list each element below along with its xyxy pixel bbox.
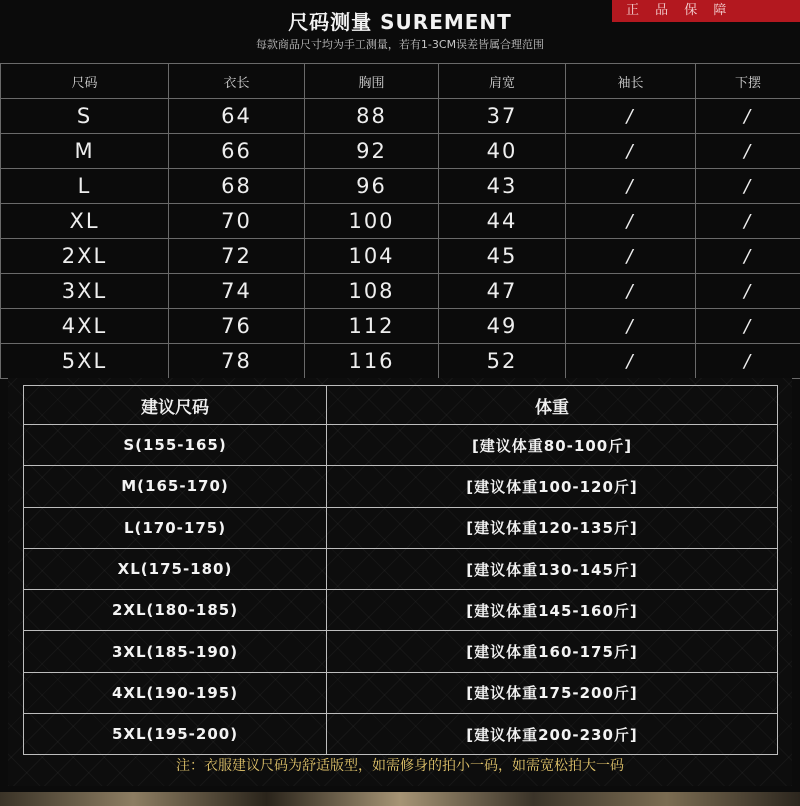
measurement-row [1,204,800,239]
recommendation-row [24,466,778,507]
cell-recommended-size: 2XL(180-185) [24,590,327,631]
measurement-row [1,99,800,134]
cell-hem: / [696,344,800,379]
header-length: 衣长 [169,64,305,99]
measurement-row [1,309,800,344]
cell-shoulder: 52 [439,344,566,379]
header-recommended-size: 建议尺码 [24,386,327,425]
cell-length: 76 [169,309,305,344]
cell-recommended-weight: [建议体重175-200斤] [327,672,778,713]
cell-chest: 100 [305,204,439,239]
sizing-note: 注：衣服建议尺码为舒适版型，如需修身的拍小一码，如需宽松拍大一码 [176,758,624,774]
cell-shoulder: 40 [439,134,566,169]
measurement-table [0,63,800,379]
cell-shoulder: 49 [439,309,566,344]
recommendation-row [24,714,778,755]
cell-recommended-weight: [建议体重80-100斤] [327,425,778,466]
cell-size: 4XL [1,309,169,344]
header-shoulder: 肩宽 [439,64,566,99]
cell-recommended-size: S(155-165) [24,425,327,466]
recommendation-row [24,590,778,631]
decorative-strip [0,792,800,806]
measurement-row [1,134,800,169]
cell-length: 64 [169,99,305,134]
header-hem: 下摆 [696,64,800,99]
cell-length: 70 [169,204,305,239]
cell-length: 66 [169,134,305,169]
cell-shoulder: 47 [439,274,566,309]
measurement-row [1,344,800,379]
cell-recommended-size: 5XL(195-200) [24,714,327,755]
header-size: 尺码 [1,64,169,99]
cell-recommended-weight: [建议体重160-175斤] [327,631,778,672]
recommendation-row [24,631,778,672]
cell-chest: 88 [305,99,439,134]
header-chest: 胸围 [305,64,439,99]
cell-hem: / [696,134,800,169]
cell-size: XL [1,204,169,239]
cell-sleeve: / [566,134,696,169]
cell-recommended-size: XL(175-180) [24,548,327,589]
cell-recommended-weight: [建议体重200-230斤] [327,714,778,755]
cell-length: 72 [169,239,305,274]
cell-recommended-size: M(165-170) [24,466,327,507]
cell-chest: 112 [305,309,439,344]
cell-recommended-weight: [建议体重145-160斤] [327,590,778,631]
cell-sleeve: / [566,99,696,134]
measurement-row [1,274,800,309]
cell-hem: / [696,204,800,239]
recommendation-row [24,425,778,466]
cell-size: 2XL [1,239,169,274]
cell-sleeve: / [566,169,696,204]
cell-length: 68 [169,169,305,204]
cell-hem: / [696,239,800,274]
corner-badge: 正 品 保 障 [612,0,800,22]
measurement-row [1,169,800,204]
recommendation-row [24,507,778,548]
recommendation-table [23,385,778,755]
cell-sleeve: / [566,274,696,309]
cell-size: S [1,99,169,134]
cell-shoulder: 44 [439,204,566,239]
cell-recommended-weight: [建议体重120-135斤] [327,507,778,548]
cell-sleeve: / [566,309,696,344]
cell-chest: 96 [305,169,439,204]
recommendation-row [24,548,778,589]
page-title: 尺码测量 SUREMENT [288,10,512,34]
cell-sleeve: / [566,344,696,379]
cell-chest: 116 [305,344,439,379]
cell-hem: / [696,99,800,134]
cell-length: 78 [169,344,305,379]
cell-chest: 108 [305,274,439,309]
page-subtitle: 每款商品尺寸均为手工测量，若有1-3CM误差皆属合理范围 [255,38,545,51]
recommendation-header-row [24,386,778,425]
cell-recommended-weight: [建议体重130-145斤] [327,548,778,589]
header-sleeve: 袖长 [566,64,696,99]
cell-size: M [1,134,169,169]
cell-hem: / [696,274,800,309]
cell-hem: / [696,309,800,344]
cell-length: 74 [169,274,305,309]
cell-shoulder: 43 [439,169,566,204]
header-weight: 体重 [327,386,778,425]
cell-shoulder: 37 [439,99,566,134]
cell-sleeve: / [566,204,696,239]
measurement-row [1,239,800,274]
cell-shoulder: 45 [439,239,566,274]
cell-hem: / [696,169,800,204]
recommendation-panel [8,378,792,786]
cell-chest: 104 [305,239,439,274]
measurement-header-row [1,64,800,99]
cell-recommended-size: 3XL(185-190) [24,631,327,672]
cell-chest: 92 [305,134,439,169]
cell-recommended-size: 4XL(190-195) [24,672,327,713]
cell-sleeve: / [566,239,696,274]
cell-recommended-weight: [建议体重100-120斤] [327,466,778,507]
recommendation-row [24,672,778,713]
cell-size: 5XL [1,344,169,379]
cell-size: L [1,169,169,204]
cell-recommended-size: L(170-175) [24,507,327,548]
cell-size: 3XL [1,274,169,309]
